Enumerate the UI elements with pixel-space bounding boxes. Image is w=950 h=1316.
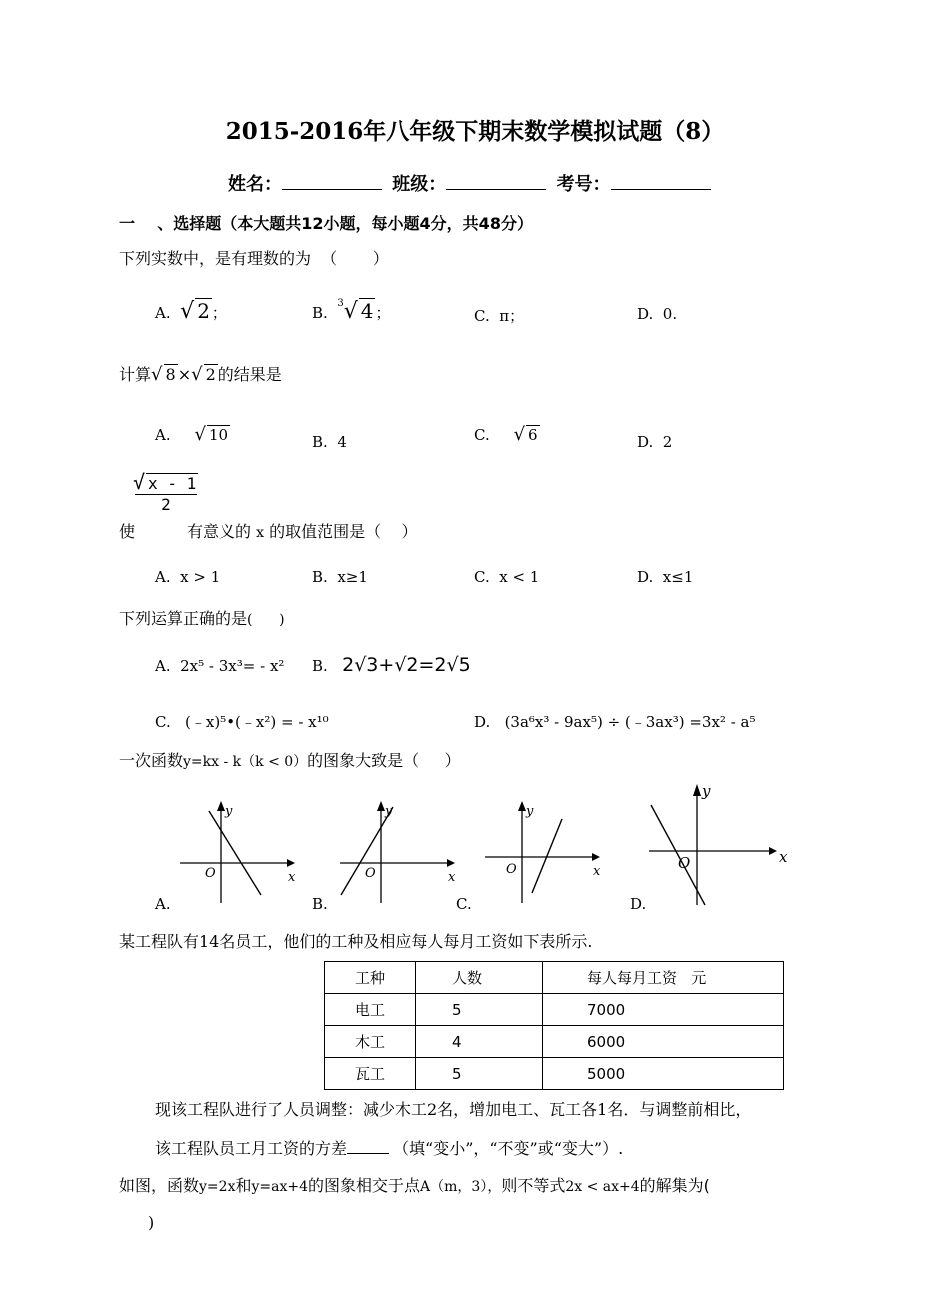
wage-table xyxy=(324,961,784,1090)
svg-text:x: x xyxy=(593,864,601,879)
q5-option-c: C. xyxy=(456,895,472,913)
student-info-line xyxy=(228,170,715,196)
q5-stem: 一次函数y=kx - k（k < 0）的图象大致是（ ） xyxy=(119,751,461,770)
q5-graph-c xyxy=(480,795,610,910)
svg-text:x: x xyxy=(288,870,296,885)
table-cell: 5000 xyxy=(543,1058,784,1090)
q2-option-c: C. √ 6 xyxy=(474,424,538,445)
table-row xyxy=(325,994,784,1026)
variance-blank[interactable] xyxy=(347,1137,389,1154)
table-cell: 电工 xyxy=(325,994,416,1026)
q3-option-b: B. x≥1 xyxy=(312,568,368,586)
q3-option-c: C. x < 1 xyxy=(474,568,540,586)
id-label: 考号： xyxy=(556,174,611,195)
table-cell: 瓦工 xyxy=(325,1058,416,1090)
q5-option-d: D. xyxy=(630,895,647,913)
q3-option-a: A. x > 1 xyxy=(155,568,221,586)
q6-line2: 该工程队员工月工资的方差 （填“变小”，“不变”或“变大”）. xyxy=(155,1139,624,1158)
svg-text:y: y xyxy=(385,804,393,819)
q2-option-d: D. 2 xyxy=(637,433,673,451)
table-cell: 5 xyxy=(416,994,543,1026)
q1-stem: 下列实数中，是有理数的为 （ ） xyxy=(119,249,389,268)
q4-option-c: C. (﹣x)⁵•(﹣x²) = - x¹⁰ xyxy=(155,713,329,731)
table-cell: 4 xyxy=(416,1026,543,1058)
class-label: 班级： xyxy=(392,174,447,195)
q4-option-b: B. 2√3+√2=2√5 xyxy=(312,654,471,676)
name-label: 姓名： xyxy=(228,174,282,195)
q5-option-b: B. xyxy=(312,895,328,913)
q6-line1: 现该工程队进行了人员调整：减少木工2名，增加电工、瓦工各1名．与调整前相比， xyxy=(155,1100,752,1119)
table-cell: 木工 xyxy=(325,1026,416,1058)
q7-stem: 如图，函数y=2x和y=ax+4的图象相交于点A（m，3），则不等式2x < ax+4的解集为( xyxy=(119,1176,710,1195)
q3-stem: 使 有意义的 x 的取值范围是（ ） xyxy=(119,522,418,541)
table-header-row xyxy=(325,962,784,994)
class-blank[interactable] xyxy=(446,173,546,190)
q1-option-d: D. 0. xyxy=(637,305,678,323)
name-blank[interactable] xyxy=(282,173,382,190)
table-cell: 5 xyxy=(416,1058,543,1090)
q6-stem: 某工程队有14名员工，他们的工种及相应每人每月工资如下表所示. xyxy=(119,932,593,951)
q3-fraction: √ x - 1 2 xyxy=(133,470,197,514)
table-row xyxy=(325,1026,784,1058)
q1-option-a: A. √ 2 ； xyxy=(155,299,227,324)
table-cell: 6000 xyxy=(543,1026,784,1058)
section-heading: 一 、选择题（本大题共12小题，每小题4分，共48分） xyxy=(119,214,533,233)
q5-graph-a xyxy=(175,795,305,910)
svg-text:O: O xyxy=(678,854,691,872)
svg-text:O: O xyxy=(365,866,376,881)
q7-close-paren: ) xyxy=(148,1213,155,1232)
q2-option-b: B. 4 xyxy=(312,433,347,451)
svg-text:x: x xyxy=(779,848,788,866)
q5-graph-d xyxy=(645,780,800,910)
table-cell: 7000 xyxy=(543,994,784,1026)
q4-option-a: A. 2x⁵ - 3x³= - x² xyxy=(155,657,285,675)
table-row xyxy=(325,1058,784,1090)
svg-text:O: O xyxy=(506,862,517,877)
q1-option-b: B. $^3$√ 4 ； xyxy=(312,298,391,324)
svg-text:O: O xyxy=(205,866,216,881)
table-header: 工种 xyxy=(325,962,416,994)
q2-stem: 计算√ 8 ×√ 2 的结果是 xyxy=(119,364,282,385)
q4-stem: 下列运算正确的是( ) xyxy=(119,609,285,628)
q2-option-a: A. √ 10 xyxy=(155,424,229,445)
table-header: 人数 xyxy=(416,962,543,994)
table-header: 每人每月工资 元 xyxy=(543,962,784,994)
svg-text:x: x xyxy=(448,870,456,885)
svg-text:y: y xyxy=(702,782,711,800)
q5-option-a: A. xyxy=(155,895,171,913)
svg-text:y: y xyxy=(526,804,534,819)
page-title: 2015-2016年八年级下期末数学模拟试题（8） xyxy=(225,118,725,145)
q1-option-c: C. π； xyxy=(474,307,525,325)
id-blank[interactable] xyxy=(611,173,711,190)
q5-graph-b xyxy=(335,795,465,910)
svg-text:y: y xyxy=(225,804,233,819)
q3-option-d: D. x≤1 xyxy=(637,568,694,586)
q4-option-d: D. (3a⁶x³ - 9ax⁵) ÷ (﹣3ax³) =3x² - a⁵ xyxy=(474,713,756,731)
